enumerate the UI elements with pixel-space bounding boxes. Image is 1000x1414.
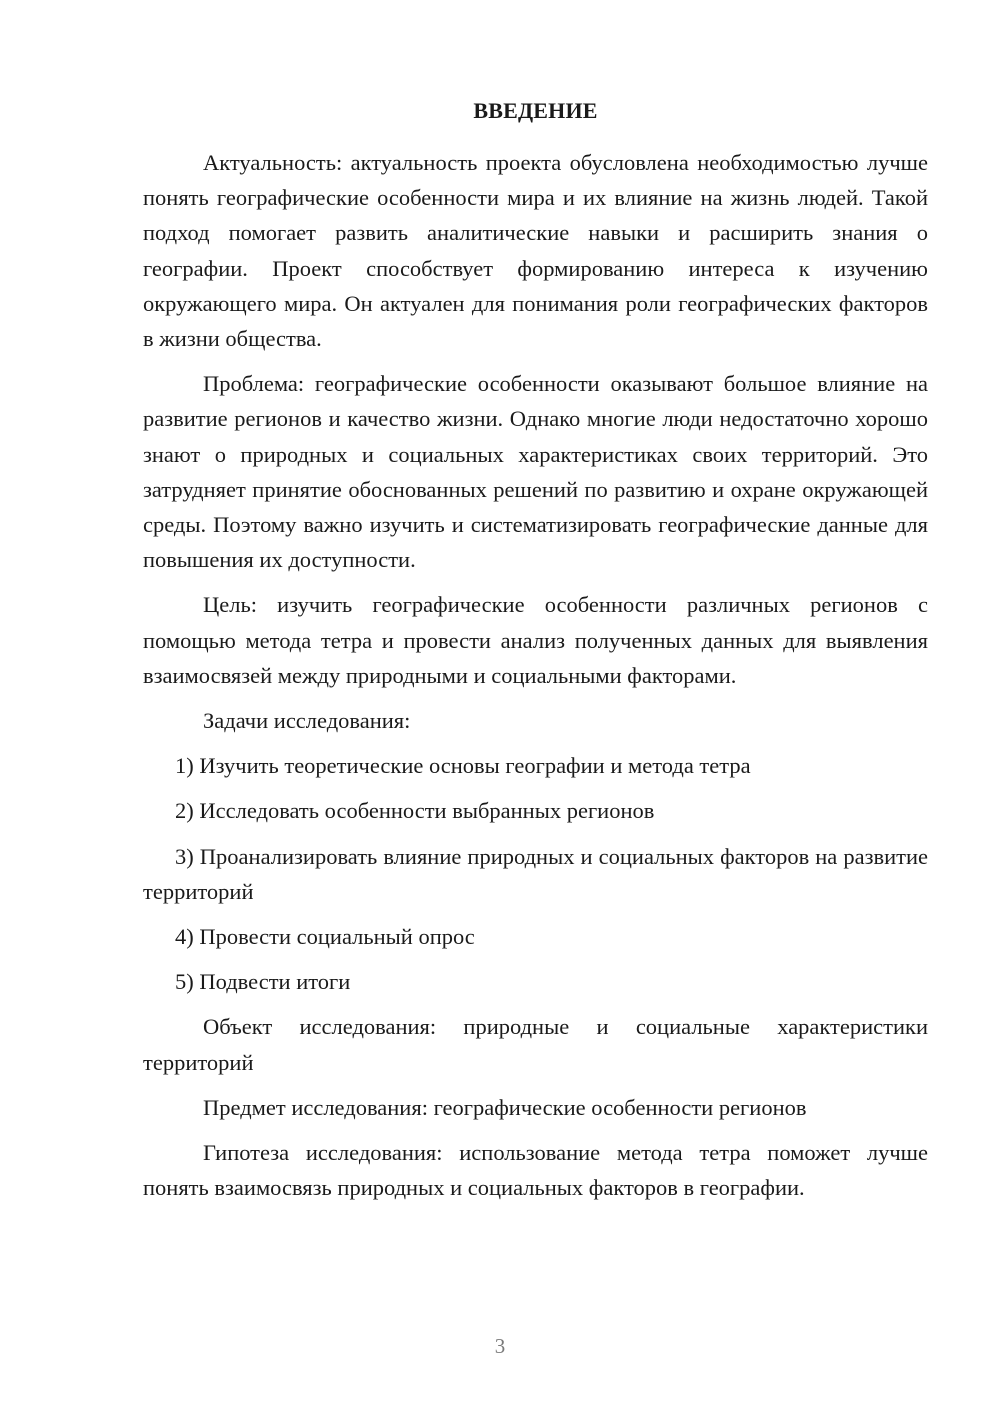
task-item: 4) Провести социальный опрос (175, 924, 475, 950)
task-item: 5) Подвести итоги (175, 969, 351, 995)
goal-paragraph: Цель: изучить географические особенности различных регионов с помощью метода тетра и провести анализ полученных данных для выявления взаимосвязей между природными и социальными факторами. (143, 592, 928, 688)
hypothesis-paragraph: Гипотеза исследования: использование метода тетра поможет лучше понять взаимосвязь природных и социальных факторов в географии. (143, 1140, 928, 1201)
tasks-heading: Задачи исследования: (203, 708, 411, 734)
page-content (143, 96, 928, 1205)
task-item: 3) Проанализировать влияние природных и социальных факторов на развитие территорий (143, 843, 928, 904)
tasks-list (143, 748, 928, 999)
problem-paragraph: Проблема: географические особенности оказывают большое влияние на развитие регионов и качество жизни. Однако многие люди недостаточно хорошо знают о природных и социальных характеристиках своих территорий. Это затрудняет принятие обоснованных решений по развитию и охране окружающей среды. Поэтому важно изучить и систематизировать географические данные для повышения их доступности. (143, 371, 928, 573)
relevance-paragraph: Актуальность: актуальность проекта обусловлена необходимостью лучше понять географические особенности мира и их влияние на жизнь людей. Такой подход помогает развить аналитические навыки и расширить знания о географии. Проект способствует формированию интереса к изучению окружающего мира. Он актуален для понимания роли географических факторов в жизни общества. (143, 150, 928, 352)
task-item: 2) Исследовать особенности выбранных регионов (175, 798, 655, 824)
page-number: 3 (494, 1334, 506, 1358)
section-title: ВВЕДЕНИЕ (473, 98, 598, 123)
subject-paragraph: Предмет исследования: географические особенности регионов (203, 1094, 807, 1120)
object-paragraph: Объект исследования: природные и социальные характеристики территорий (143, 1014, 928, 1075)
task-item: 1) Изучить теоретические основы географии и метода тетра (175, 753, 751, 779)
